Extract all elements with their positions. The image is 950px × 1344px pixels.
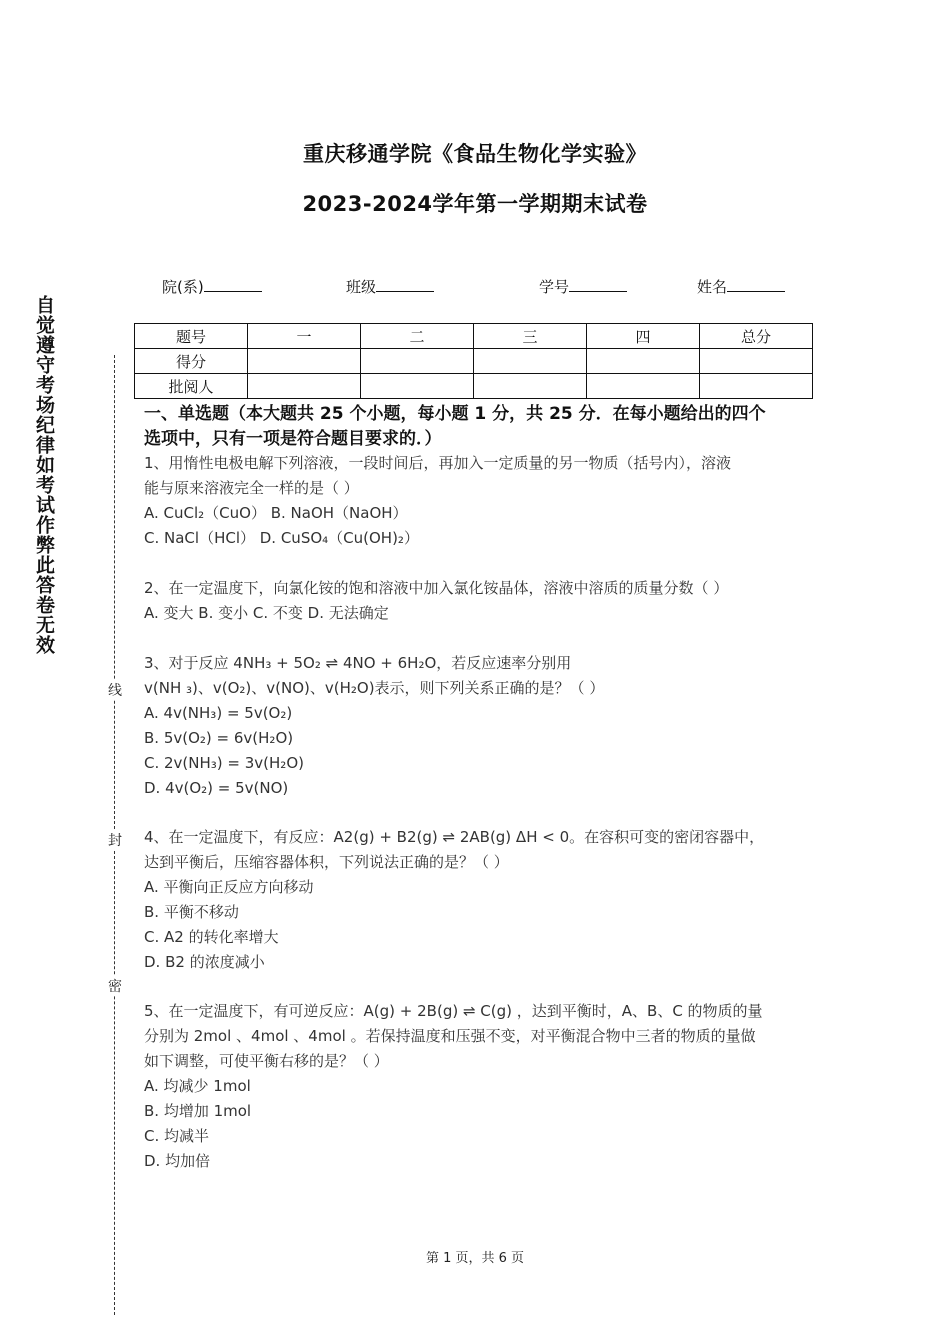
question-option: B. 平衡不移动 [144,903,239,921]
score-row-label: 得分 [135,349,248,374]
student-id-blank[interactable] [569,277,627,292]
grader-cell[interactable] [361,374,474,399]
info-department [162,276,262,297]
score-header-cell: 题号 [135,324,248,349]
score-cell[interactable] [361,349,474,374]
score-row [135,349,813,374]
grader-row-label: 批阅人 [135,374,248,399]
exam-title-line1: 重庆移通学院《食品生物化学实验》 [303,142,647,166]
grader-cell[interactable] [248,374,361,399]
info-name [697,276,785,297]
question-option: D. B2 的浓度减小 [144,953,265,971]
question-text: 如下调整，可使平衡右移的是？（ ） [144,1052,389,1070]
question-text: v(NH ₃)、v(O₂)、v(NO)、v(H₂O)表示，则下列关系正确的是？（ ） [144,679,605,697]
name-blank[interactable] [727,277,785,292]
exam-title-line2: 2023-2024学年第一学期期末试卷 [302,192,648,216]
score-header-cell: 二 [361,324,474,349]
binding-notice: 自觉遵守考场纪律如考试作弊此答卷无效 [33,295,55,655]
seal-char-seal: 封 [105,830,125,850]
question-text: 能与原来溶液完全一样的是（ ） [144,479,359,497]
info-class [346,276,434,297]
score-header-cell: 总分 [700,324,813,349]
question-3 [144,651,814,801]
score-cell[interactable] [248,349,361,374]
score-header-cell: 一 [248,324,361,349]
score-cell[interactable] [587,349,700,374]
section-heading-line: 一、单选题（本大题共 25 个小题，每小题 1 分，共 25 分．在每小题给出的四个 [144,404,766,424]
question-option: C. 2v(NH₃) = 3v(H₂O) [144,754,304,772]
question-text: 1、用惰性电极电解下列溶液，一段时间后，再加入一定质量的另一物质（括号内），溶液 [144,454,732,472]
question-text: 5、在一定温度下，有可逆反应：A(g) + 2B(g) ⇌ C(g) ，达到平衡时，A、B、C 的物质的量 [144,1002,763,1020]
question-option: D. 均加倍 [144,1152,211,1170]
info-class-label: 班级 [346,278,377,296]
question-option: B. 均增加 1mol [144,1102,252,1120]
question-option: A. 4v(NH₃) = 5v(O₂) [144,704,293,722]
score-cell[interactable] [474,349,587,374]
score-header-cell: 三 [474,324,587,349]
score-header-cell: 四 [587,324,700,349]
page-footer: 第 1 页，共 6 页 [425,1251,525,1266]
question-option: C. A2 的转化率增大 [144,928,279,946]
question-option: C. 均减半 [144,1127,210,1145]
question-text: 2、在一定温度下，向氯化铵的饱和溶液中加入氯化铵晶体，溶液中溶质的质量分数（ ） [144,579,729,597]
seal-char-line: 线 [105,680,125,700]
question-option: B. 5v(O₂) = 6v(H₂O) [144,729,294,747]
section-heading [144,402,816,452]
info-student-id [539,276,627,297]
question-option: A. 平衡向正反应方向移动 [144,878,314,896]
question-1 [144,451,814,551]
question-option: A. 均减少 1mol [144,1077,251,1095]
question-option: A. CuCl₂（CuO） B. NaOH（NaOH） [144,504,408,522]
question-text: 3、对于反应 4NH₃ + 5O₂ ⇌ 4NO + 6H₂O，若反应速率分别用 [144,654,572,672]
section-heading-line: 选项中，只有一项是符合题目要求的．） [144,429,442,449]
grader-row [135,374,813,399]
question-text: 4、在一定温度下，有反应：A2(g) + B2(g) ⇌ 2AB(g) ΔH < 0。在容积可变的密闭容器中， [144,828,765,846]
seal-char-secret: 密 [105,976,125,996]
question-text: 分别为 2mol 、4mol 、4mol 。若保持温度和压强不变，对平衡混合物中三者的物质的量做 [144,1027,756,1045]
question-option: C. NaCl（HCl） D. CuSO₄（Cu(OH)₂） [144,529,419,547]
grader-cell[interactable] [700,374,813,399]
class-blank[interactable] [376,277,434,292]
question-option: A. 变大 B. 变小 C. 不变 D. 无法确定 [144,604,389,622]
department-blank[interactable] [204,277,262,292]
question-2 [144,576,814,626]
score-table-header [135,324,813,349]
question-option: D. 4v(O₂) = 5v(NO) [144,779,289,797]
question-5 [144,999,814,1174]
info-department-label: 院(系) [162,278,204,296]
question-4 [144,825,814,975]
grader-cell[interactable] [587,374,700,399]
question-text: 达到平衡后，压缩容器体积，下列说法正确的是？（ ） [144,853,509,871]
grader-cell[interactable] [474,374,587,399]
score-table [134,323,813,399]
info-student-id-label: 学号 [539,278,570,296]
score-cell[interactable] [700,349,813,374]
info-name-label: 姓名 [697,278,728,296]
